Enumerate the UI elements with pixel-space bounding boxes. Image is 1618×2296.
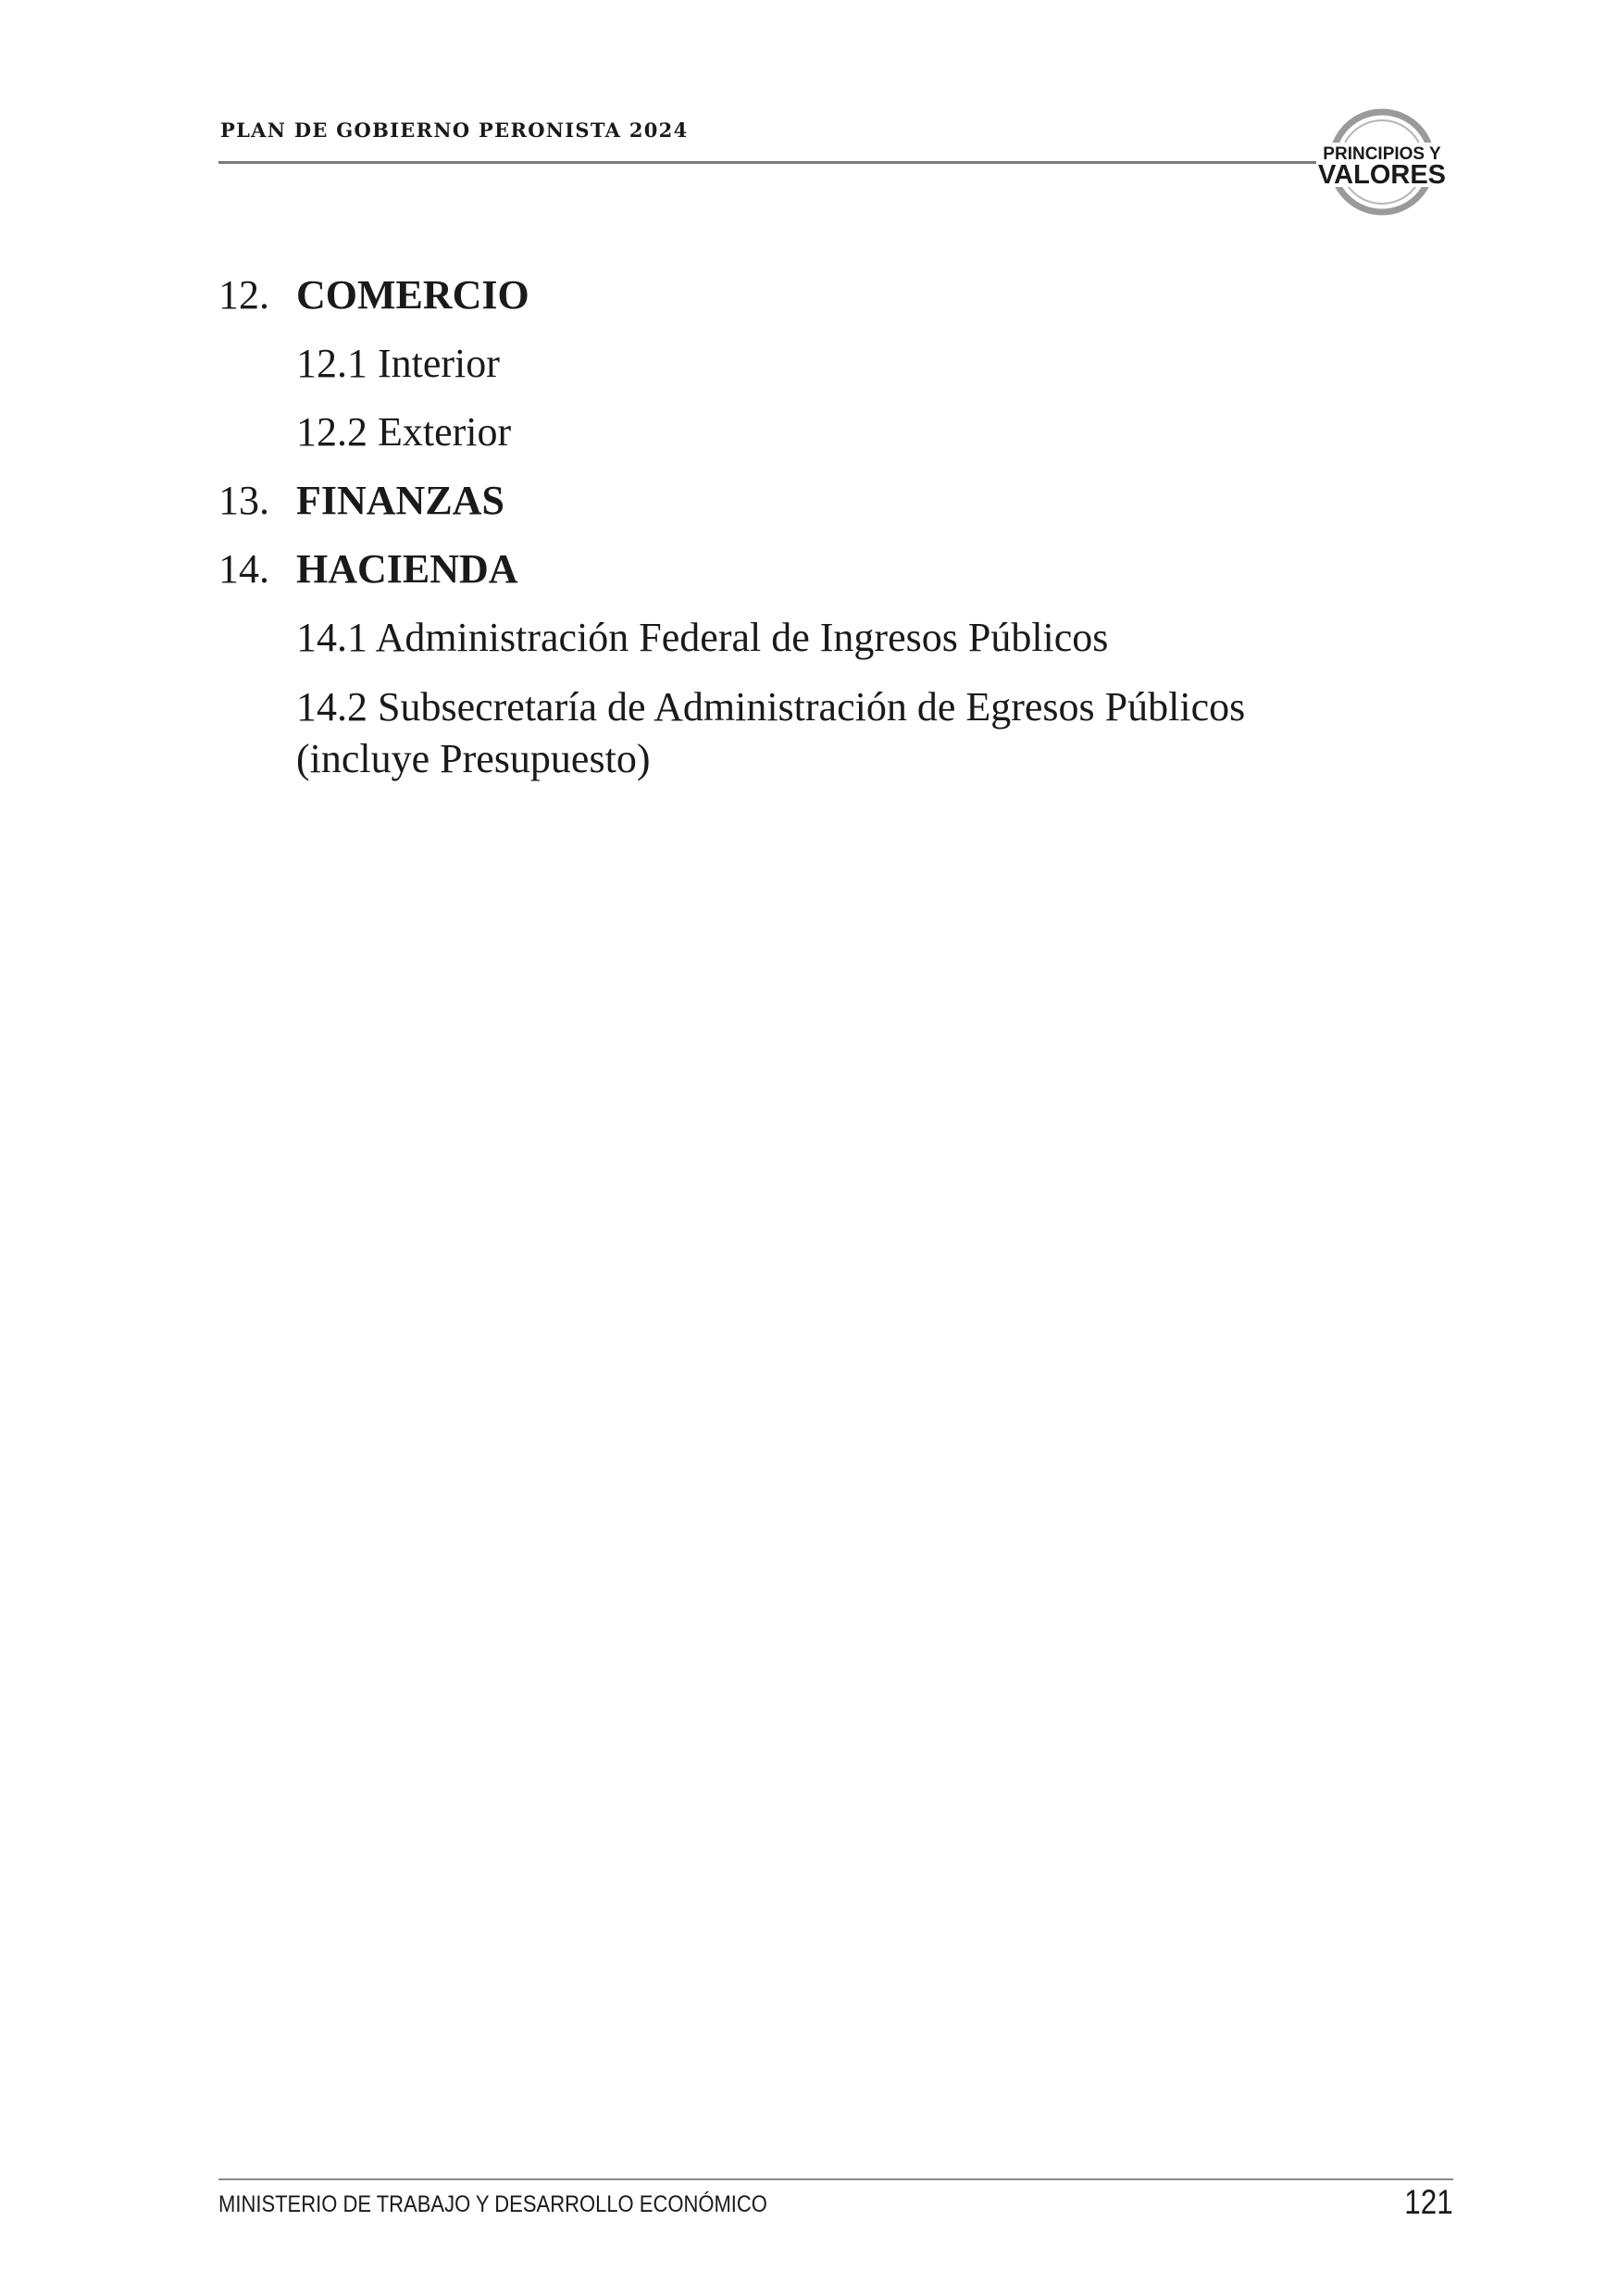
subsection-item: 14.1 Administración Federal de Ingresos Públicos	[296, 615, 1109, 660]
section-heading: COMERCIO	[296, 272, 529, 318]
subsection-item: 12.2 Exterior	[296, 409, 512, 455]
subsection-item: 12.1 Interior	[296, 341, 500, 386]
section-number: 13.	[218, 478, 269, 523]
subsection-item: 14.2 Subsecretaría de Administración de Egresos Públicos (incluye Presupuesto)	[296, 684, 1246, 781]
section-item	[218, 261, 1366, 330]
page-number: 121	[1404, 2183, 1453, 2221]
logo-text-principios: PRINCIPIOS Y	[1323, 144, 1441, 164]
section-number: 14.	[218, 546, 269, 592]
section-heading: FINANZAS	[296, 478, 504, 523]
document-body	[218, 261, 1366, 785]
header-rule	[218, 161, 1316, 164]
section-item	[218, 535, 1366, 604]
section-number: 12.	[218, 272, 269, 318]
running-header-title: PLAN DE GOBIERNO PERONISTA 2024	[220, 119, 689, 142]
logo-text-valores: VALORES	[1317, 160, 1447, 190]
section-item	[218, 467, 1366, 535]
footer-rule	[218, 2178, 1453, 2180]
section-heading: HACIENDA	[296, 546, 518, 592]
principios-y-valores-logo	[1294, 107, 1470, 217]
footer-ministry: MINISTERIO DE TRABAJO Y DESARROLLO ECONÓMICO	[218, 2191, 767, 2217]
